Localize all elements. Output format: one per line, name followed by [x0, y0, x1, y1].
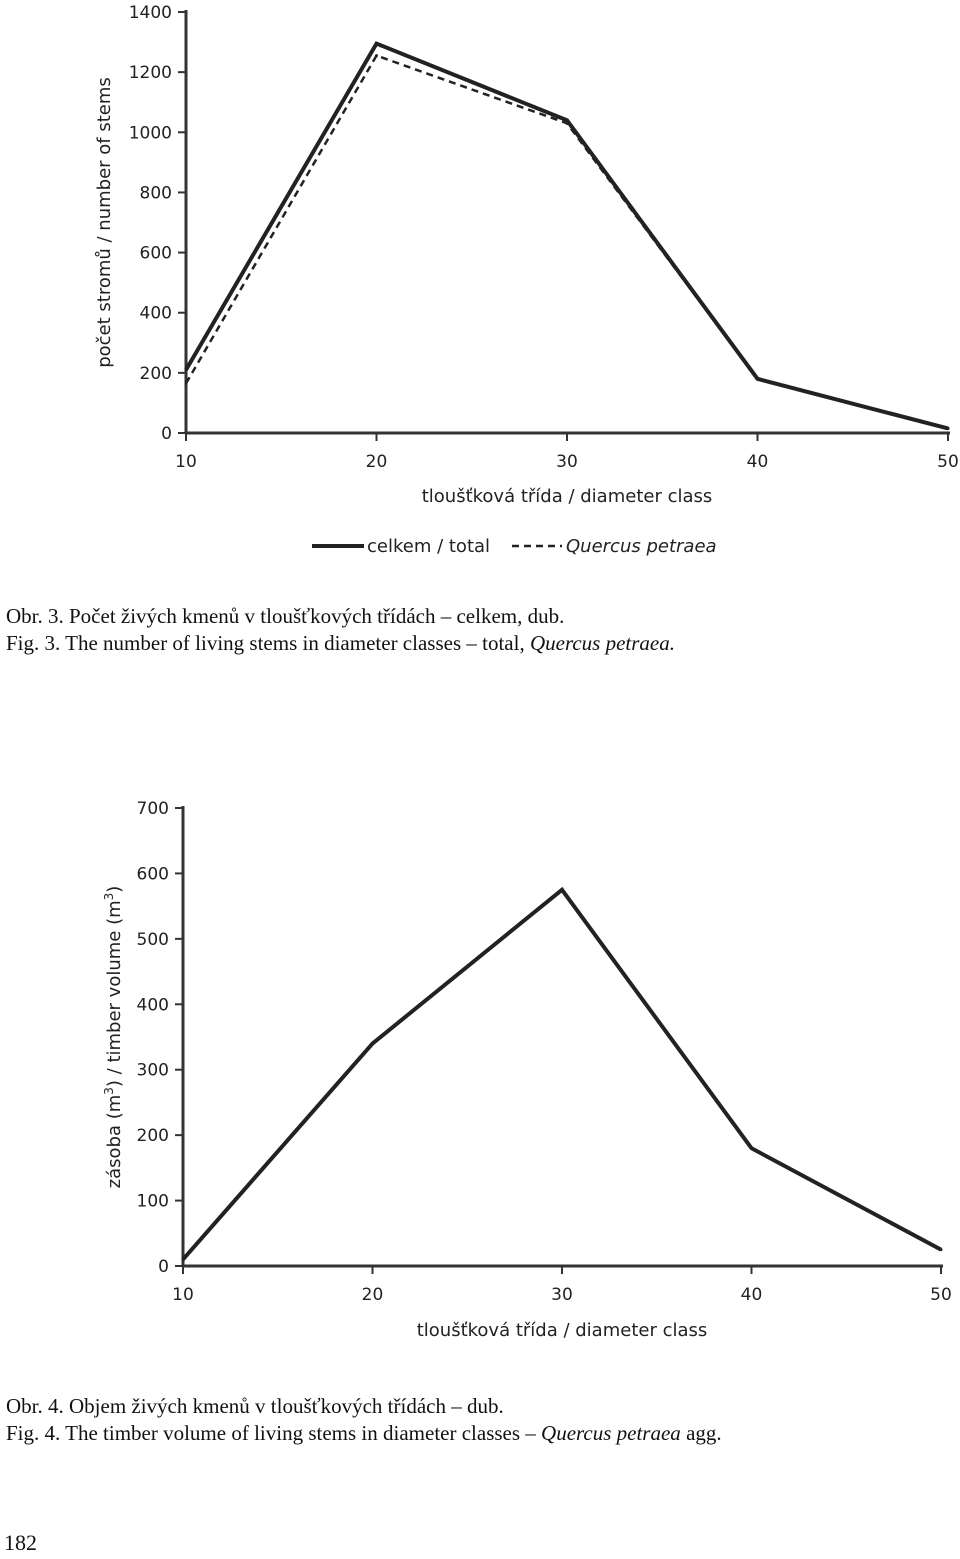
y-tick-label: 700: [136, 799, 169, 819]
volume-line-chart: [0, 790, 960, 1350]
figure-3-caption-en-text: Fig. 3. The number of living stems in diameter classes – total,: [6, 631, 530, 655]
figure-4-caption-en-suffix: agg.: [680, 1421, 722, 1445]
x-tick-label: 30: [551, 1285, 573, 1305]
figure-3-caption-cz: Obr. 3. Počet živých kmenů v tloušťkových třídách – celkem, dub.: [6, 604, 565, 628]
y-tick-label: 0: [158, 1257, 169, 1277]
y-tick-label: 200: [139, 363, 172, 384]
x-tick-label: 30: [556, 452, 578, 472]
y-tick-label: 100: [136, 1191, 169, 1212]
y-axis-label: [102, 886, 125, 1189]
x-tick-label: 10: [172, 1285, 194, 1305]
y-tick-label: 600: [139, 243, 172, 264]
figure-4-caption-species: Quercus petraea: [541, 1421, 681, 1445]
data-point: [947, 427, 950, 430]
data-point: [182, 1258, 185, 1261]
y-axis-label-part: zásoba (m: [104, 1094, 125, 1189]
y-tick-label: 300: [136, 1060, 169, 1081]
y-tick-label: 800: [139, 183, 172, 204]
data-point: [566, 122, 569, 125]
y-axis-label-part: ): [104, 885, 125, 893]
x-tick-label: 20: [361, 1285, 384, 1305]
data-point: [940, 1248, 943, 1251]
data-point: [750, 1147, 753, 1150]
data-point: [561, 888, 564, 891]
y-tick-label: 500: [136, 929, 169, 950]
series-line-total: [183, 890, 941, 1260]
figure-4-caption-cz: Obr. 4. Objem živých kmenů v tloušťkových třídách – dub.: [6, 1394, 504, 1418]
data-point: [756, 377, 759, 380]
y-axis-label-part: ) / timber volume (m: [104, 900, 125, 1088]
data-point: [375, 42, 378, 45]
series-line-total: [186, 44, 948, 429]
x-tick-label: 10: [175, 452, 197, 472]
y-tick-label: 1400: [128, 3, 172, 23]
data-point: [566, 119, 569, 122]
y-tick-label: 1000: [128, 123, 172, 144]
x-tick-label: 40: [746, 452, 769, 472]
figure-4-caption: [6, 1393, 956, 1447]
y-axis-label: počet stromů / number of stems: [94, 77, 115, 368]
figure-3-caption: [6, 603, 956, 657]
stems-line-chart: [0, 0, 960, 570]
y-tick-label: 200: [136, 1126, 169, 1147]
data-point: [371, 1042, 374, 1045]
x-tick-label: 40: [740, 1285, 763, 1305]
figure-4-caption-en: [6, 1420, 956, 1447]
legend-label-total: celkem / total: [367, 536, 491, 557]
series-line-quercus-petraea: [186, 56, 948, 429]
legend-label-quercus-petraea: Quercus petraea: [566, 536, 717, 557]
x-tick-label: 20: [365, 452, 388, 472]
data-point: [375, 54, 378, 57]
y-tick-label: 400: [139, 303, 172, 324]
page-number: 182: [4, 1530, 37, 1555]
x-axis-label: tloušťková třída / diameter class: [416, 1320, 708, 1341]
figure-3-caption-en: [6, 630, 956, 657]
chart-legend: [312, 536, 717, 557]
figure-3-caption-species: Quercus petraea.: [529, 631, 675, 655]
x-tick-label: 50: [930, 1285, 952, 1305]
figure-4-caption-en-text: Fig. 4. The timber volume of living stems in diameter classes –: [6, 1421, 542, 1445]
x-axis-label: tloušťková třída / diameter class: [421, 486, 713, 507]
y-axis-label-superscript: 3: [102, 892, 116, 901]
y-tick-label: 0: [161, 424, 172, 444]
y-axis-label-superscript: 3: [102, 1087, 116, 1095]
y-tick-label: 600: [136, 864, 169, 885]
data-point: [185, 382, 188, 385]
x-tick-label: 50: [937, 452, 959, 472]
y-tick-label: 400: [136, 995, 169, 1016]
y-tick-label: 1200: [128, 63, 172, 84]
data-point: [185, 368, 188, 371]
